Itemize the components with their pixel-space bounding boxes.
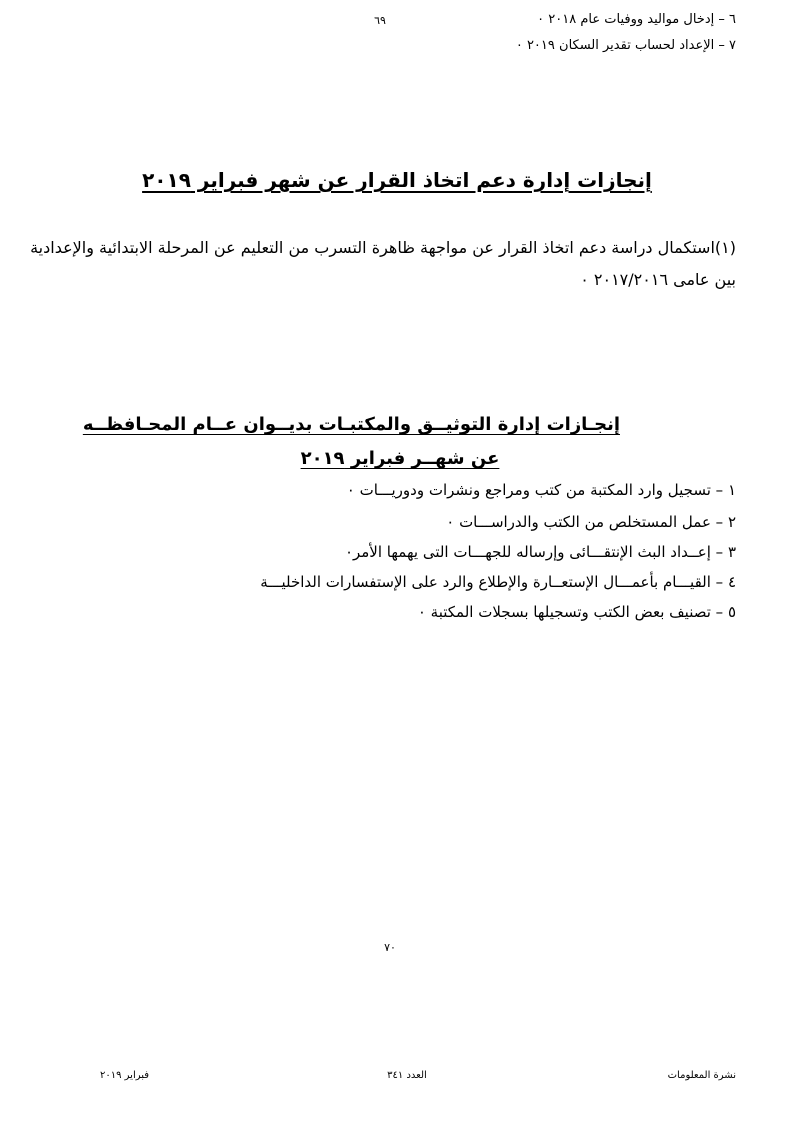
library-task-item: ٢ – عمل المستخلص من الكتب والدراســـات ٠ [446, 513, 736, 531]
library-task-item: ٣ – إعــداد البث الإنتقـــائى وإرساله للجهـــات التى يهمها الأمر٠ [344, 543, 736, 561]
section-2-title-line-1: إنجـازات إدارة التوثيــق والمكتبـات بديــوان عــام المحـافظــه [82, 414, 620, 435]
library-task-item: ٤ – القيـــام بأعمـــال الإستعــارة والإطلاع والرد على الإستفسارات الداخليـــة [260, 573, 736, 591]
footer-date: فبراير ٢٠١٩ [100, 1070, 150, 1081]
library-task-item: ٥ – تصنيف بعض الكتب وتسجيلها بسجلات المكتبة ٠ [417, 603, 736, 621]
footer-issue-number: العدد ٣٤١ [387, 1070, 427, 1081]
section-1-title: إنجازات إدارة دعم اتخاذ القرار عن شهر فبراير ٢٠١٩ [142, 168, 652, 192]
library-task-item: ١ – تسجيل وارد المكتبة من كتب ومراجع ونشرات ودوريـــات ٠ [346, 481, 736, 499]
page-number-middle: ٧٠ [384, 941, 396, 954]
top-list-item: ٧ – الإعداد لحساب تقدير السكان ٢٠١٩ ٠ [515, 38, 736, 53]
page-number-top: ٦٩ [374, 14, 386, 27]
footer-publication-name: نشرة المعلومات [667, 1070, 736, 1081]
section-1-line-2: بين عامى ٢٠١٧/٢٠١٦ ٠ [580, 270, 736, 289]
top-list-item: ٦ – إدخال مواليد ووفيات عام ٢٠١٨ ٠ [537, 12, 736, 27]
section-2-title-line-2: عن شهــر فبراير ٢٠١٩ [300, 448, 500, 469]
section-1-line-1: (١)استكمال دراسة دعم اتخاذ القرار عن مواجهة ظاهرة التسرب من التعليم عن المرحلة الابتدائية والإعدادية [30, 238, 736, 257]
